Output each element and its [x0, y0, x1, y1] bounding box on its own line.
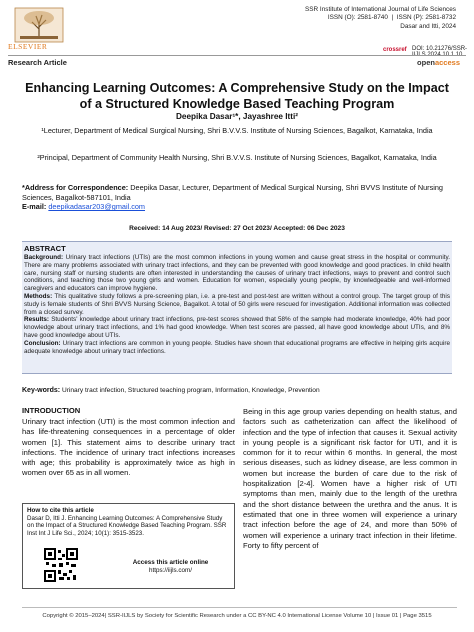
journal-name: SSR Institute of International Journal of Life Sciences [305, 6, 456, 13]
header-divider [8, 55, 466, 56]
body-column-right: Being in this age group varies depending on health status, and factors such as catheterization can affect the likelihood of infection and the type of infection that causes it. Sexual activity in young people is a significant risk factor for UTI, and it is common for it to recur within 6 months. In general, the most serious diseases, such as kidney disease, are less common in women but increase the burden of care due to the risk of hospitalization [2-4]. Women have a higher risk of UTI symptoms than men, mainly due to the length of the urethra and the short distance between the urethra and the anus. It is estimated that one in three women will experience a urinary tract infection before the age of 24, and more than 50% of women will experience a urinary tract infection in their lifetime. Forty to fifty percent of [243, 407, 457, 550]
keywords-text: Urinary tract infection, Structured teaching program, Information, Knowledge, Prevention [61, 387, 320, 394]
issn-print: ISSN (P): 2581-8732 [396, 14, 456, 22]
article-type: Research Article [8, 58, 67, 67]
abstract-methods: Methods: This qualitative study follows a pre-screening plan, i.e. a pre-test and post-test are written without a control group. The target group of this study is female students of Shri BVVS Nursing Science, Bagalkot. A total of 50 girls were rescued for investigation. Additional information was collected from a closed survey. [24, 292, 450, 316]
cite-heading: How to cite this article [27, 507, 94, 514]
page-footer: Copyright © 2015–2024| SSR-IIJLS by Society for Scientific Research under a CC BY-NC 4.0 International License Volume 10 | Issue 01 | Page 3515 [42, 613, 432, 619]
article-dates: Received: 14 Aug 2023/ Revised: 27 Oct 2023/ Accepted: 06 Dec 2023 [129, 225, 345, 232]
open-access-access: access [434, 58, 460, 67]
abstract-results: Results: Students' knowledge about urinary tract infections, pre-test scores showed that 58% of the sample had moderate knowledge, 40% had poor knowledge about urinary tract infections, and 1% had good knowledge. When test scores are passed, all have good knowledge about UTIs, and 8% have good knowledge about UTIs. [24, 316, 451, 339]
correspondence-label: *Address for Correspondence: [22, 183, 129, 192]
abstract-heading: ABSTRACT [24, 244, 66, 253]
correspondence-text: Deepika Dasar, Lecturer, Department of Medical Surgical Nursing, Shri BVVS Institute of Nursing Sciences, Bagalkot-587101, India [22, 183, 443, 202]
footer-divider [22, 607, 457, 608]
how-to-cite-box [22, 503, 235, 589]
keywords-label: Key-words: [22, 387, 61, 394]
email-label: E-mail: [22, 202, 47, 212]
correspondence [22, 183, 462, 212]
keywords [22, 387, 462, 394]
abstract-box [22, 241, 452, 374]
email-link[interactable]: deepikadasar203@gmail.com [48, 202, 146, 212]
qr-code-icon[interactable] [44, 548, 78, 582]
citation-short: Dasar and Itti, 2024 [400, 22, 456, 30]
access-url[interactable]: https://iijls.com/ [148, 566, 193, 574]
crossref-logo: crossref [383, 47, 407, 53]
elsevier-tree-logo [14, 7, 64, 45]
access-online [118, 559, 223, 574]
publisher-name: ELSEVIER [8, 42, 48, 51]
abstract-conclusion: Conclusion: Urinary tract infections are common in young people. Studies have shown that educational programs are effective in helping girls acquire adequate knowledge about urinary tract infections. [24, 339, 450, 355]
access-label: Access this article online [132, 559, 209, 566]
open-access-badge [417, 58, 460, 67]
journal-header: SSR Institute of International Journal of Life Sciences ISSN (O): 2581-8740 | ISSN (P): 2581-8732 Dasar and Itti, 2024 [305, 6, 456, 30]
body-column-left: Urinary tract infection (UTI) is the most common infection and has life-threatening consequences in a percentage of older women [1]. This statement aims to describe urinary tract infections. The incidence of urinary tract infections increases with age; this probability is approximately twice as high in women over 65 as in all women. [22, 417, 235, 478]
affiliation-2: ²Principal, Department of Community Health Nursing, Shri B.V.V.S. Institute of Nursing Sciences, Bagalkot, Karnataka, India [37, 153, 437, 162]
abstract-background: Background: Urinary tract infections (UTIs) are the most common infections in young women and cause great stress in the hospital or community. There are many problems associated with urinary tract infections, and they can be prevented with good knowledge and good practices. In child health care, nursing staff or nursing students are often interested in understanding the causes of urinary tract infections, ways to prevent and control such conditions, and teaching those two young girls and women. Education for women, especially young people, by knowledgeable and well-informed caregivers and educators can improve hygiene. [24, 254, 450, 293]
issn-online: ISSN (O): 2581-8740 [327, 14, 388, 22]
introduction-heading: INTRODUCTION [22, 406, 81, 415]
article-title: Enhancing Learning Outcomes: A Comprehensive Study on the Impact of a Structured Knowledge Based Teaching Program [25, 81, 449, 111]
affiliation-1: ¹Lecturer, Department of Medical Surgical Nursing, Shri B.V.V.S. Institute of Nursing Sciences, Bagalkot, Karnataka, India [41, 126, 433, 135]
cite-text: Dasar D, Itti J. Enhancing Learning Outcomes: A Comprehensive Study on the Impact of a Structured Knowledge Based Teaching Program. SSR Inst Int J Life Sci., 2024; 10(1): 3515-3523. [27, 514, 227, 537]
open-access-open: open [417, 58, 435, 67]
authors: Deepika Dasar¹*, Jayashree Itti² [176, 112, 298, 121]
doi[interactable]: DOI: 10.21276/SSR- [412, 46, 468, 52]
